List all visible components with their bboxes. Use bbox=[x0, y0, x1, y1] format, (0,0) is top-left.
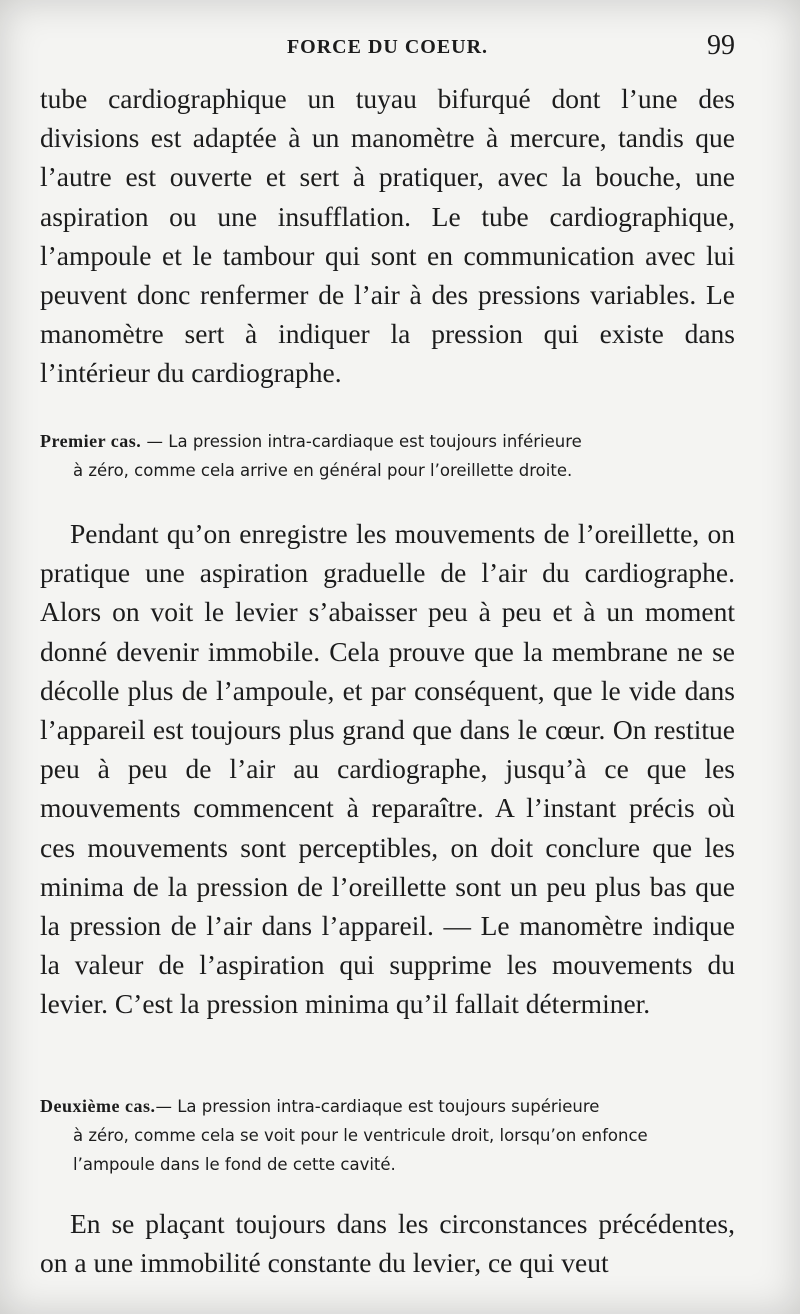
page-header bbox=[40, 30, 735, 70]
note-premier-cas-line-2: à zéro, comme cela arrive en général pour l’oreillette droite. bbox=[73, 461, 573, 480]
note-premier-cas-line-1 bbox=[40, 427, 735, 456]
note-premier-cas bbox=[40, 427, 735, 485]
note-label-premier-cas: Premier cas. bbox=[40, 431, 142, 451]
paragraph-2 bbox=[40, 514, 735, 1024]
note-deuxieme-cas-text-1: — La pression intra-cardiaque est toujours supérieure bbox=[155, 1097, 600, 1116]
note-deuxieme-cas-line-3: l’ampoule dans le fond de cette cavité. bbox=[73, 1155, 396, 1174]
note-deuxieme-cas-line-1 bbox=[40, 1092, 735, 1121]
paragraph-1 bbox=[40, 79, 735, 393]
paragraph-3 bbox=[40, 1204, 735, 1282]
paragraph-1-text: tube cardiographique un tuyau bifurqué dont l’une des divisions est adaptée à un manomètre à mercure, tandis que l’autre est ouverte et sert à pratiquer, avec la bouche, une aspiration ou une insufflation. Le tube cardiographique, l’ampoule et le tambour qui sont en communication avec lui peuvent donc renfermer de l’air à des pressions variables. Le manomètre sert à indiquer la pression qui existe dans l’intérieur du cardiographe. bbox=[40, 83, 735, 389]
page-number: 99 bbox=[707, 30, 735, 61]
note-deuxieme-cas bbox=[40, 1092, 735, 1179]
running-title: FORCE DU COEUR. bbox=[286, 36, 489, 58]
note-label-deuxieme-cas: Deuxième cas. bbox=[40, 1096, 156, 1116]
note-deuxieme-cas-line-2: à zéro, comme cela se voit pour le ventricule droit, lorsqu’on enfonce bbox=[73, 1126, 648, 1145]
paragraph-2-text: Pendant qu’on enregistre les mouvements de l’oreillette, on pratique une aspiration graduelle de l’air du cardiographe. Alors on voit le levier s’abaisser peu à peu et à un moment donné devenir immobile. Cela prouve que la membrane ne se décolle plus de l’ampoule, et par conséquent, que le vide dans l’appareil est toujours plus grand que dans le cœur. On restitue peu à peu de l’air au cardiographe, jusqu’à ce que les mouvements commencent à reparaître. A l’instant précis où ces mouvements sont perceptibles, on doit conclure que les minima de la pression de l’oreillette sont un peu plus bas que la pression de l’air dans l’appareil. — Le manomètre indique la valeur de l’aspiration qui supprime les mouvements du levier. C’est la pression minima qu’il fallait déterminer. bbox=[40, 518, 735, 1020]
paragraph-3-text: En se plaçant toujours dans les circonstances précédentes, on a une immobilité constante du levier, ce qui veut bbox=[40, 1208, 735, 1279]
note-premier-cas-text-1: — La pression intra-cardiaque est toujours inférieure bbox=[141, 432, 582, 451]
